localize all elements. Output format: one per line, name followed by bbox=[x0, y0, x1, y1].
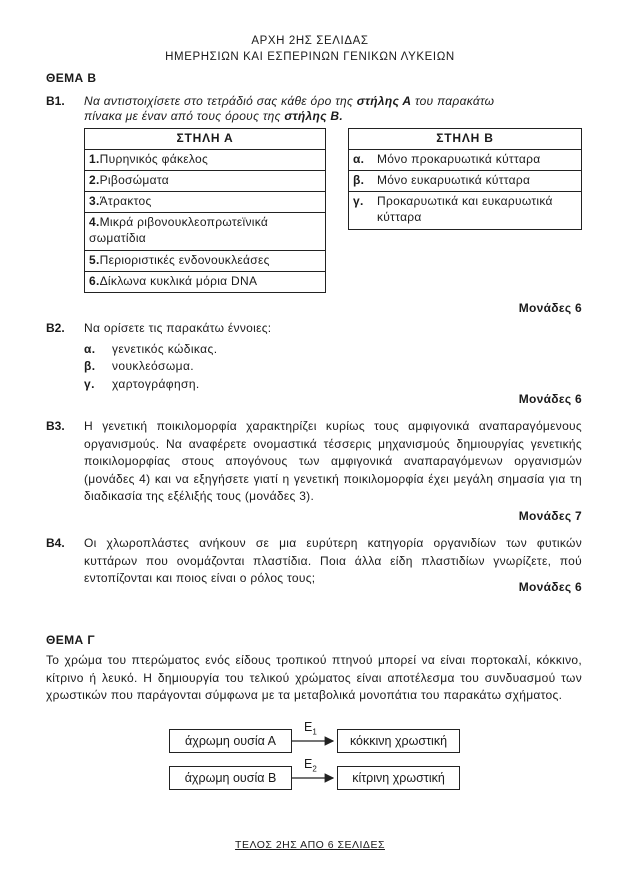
question-text-b3: Η γενετική ποικιλομορφία χαρακτηρίζει κυρίως τους αμφιγονικά αναπαραγόμενους οργανισμούς. Να αναφέρετε ονομαστικά τέσσερις μηχανισμούς δημιουργίας γενετικής ποικιλομορφίας στους απογόνους των αμφιγονικά αναπαραγόμενων οργανισμών (μονάδες 4) και να εξηγήσετε γιατί η γενετική ποικιλομορφία έχει μεγάλη σημασία για τη διαδικασία της εξέλιξής τους (μονάδες 3). bbox=[84, 419, 582, 503]
column-b-item: Μόνο προκαρυωτικά κύτταρα bbox=[373, 150, 582, 171]
column-a-item: 3.Άτρακτος bbox=[85, 192, 326, 213]
column-b-item: Προκαρυωτικά και ευκαρυωτικά κύτταρα bbox=[373, 192, 582, 230]
column-b-header: ΣΤΗΛΗ Β bbox=[349, 129, 582, 150]
question-text-b1-line1: Να αντιστοιχίσετε στο τετράδιό σας κάθε όρο της στήλης Α του παρακάτω bbox=[84, 94, 495, 108]
column-a-item: 1.Πυρηνικός φάκελος bbox=[85, 150, 326, 171]
column-a-item: 2.Ριβοσώματα bbox=[85, 171, 326, 192]
units-b3: Μονάδες 7 bbox=[518, 509, 582, 523]
pathway-2-enzyme: $E_2$ bbox=[304, 757, 317, 774]
pathway-1-product: κόκκινη χρωστική bbox=[337, 729, 460, 753]
question-text-b2: Να ορίσετε τις παρακάτω έννοιες: bbox=[84, 321, 272, 335]
page-header-line2: ΗΜΕΡΗΣΙΩΝ ΚΑΙ ΕΣΠΕΡΙΝΩΝ ΓΕΝΙΚΩΝ ΛΥΚΕΙΩΝ bbox=[165, 51, 455, 63]
section-title-c: ΘΕΜΑ Γ bbox=[46, 633, 95, 647]
units-b4: Μονάδες 6 bbox=[518, 580, 582, 594]
pathway-1-enzyme: $E_1$ bbox=[304, 720, 317, 737]
column-a-item: 6.Δίκλωνα κυκλικά μόρια DNA bbox=[85, 272, 326, 293]
question-number-b1: Β1. bbox=[46, 94, 65, 108]
column-a-item: 5.Περιοριστικές ενδονουκλεάσες bbox=[85, 251, 326, 272]
column-b-letter: γ. bbox=[349, 192, 374, 230]
column-a-item: 4.Μικρά ριβονουκλεοπρωτεϊνικά σωματίδια bbox=[85, 213, 326, 251]
question-number-b3: Β3. bbox=[46, 419, 65, 433]
section-title-b: ΘΕΜΑ Β bbox=[46, 71, 97, 85]
page-header-line1: ΑΡΧΗ 2ΗΣ ΣΕΛΙΔΑΣ bbox=[251, 35, 369, 47]
question-number-b2: Β2. bbox=[46, 321, 65, 335]
column-b-letter: α. bbox=[349, 150, 374, 171]
definition-item: γ. χαρτογράφηση. bbox=[84, 377, 200, 391]
question-text-b4: Οι χλωροπλάστες ανήκουν σε μια ευρύτερη κατηγορία οργανιδίων των φυτικών κυττάρων που ονομάζονται πλαστίδια. Ποια άλλα είδη πλαστιδίων γνωρίζετε, πού εντοπίζονται και ποιος είναι ο ρόλος τους; bbox=[84, 536, 582, 585]
definition-item: α. γενετικός κώδικας. bbox=[84, 342, 218, 356]
pathway-2-product: κίτρινη χρωστική bbox=[337, 766, 460, 790]
question-text-b1-line2: πίνακα με έναν από τους όρους της στήλης Β. bbox=[84, 109, 343, 123]
column-b-item: Μόνο ευκαρυωτικά κύτταρα bbox=[373, 171, 582, 192]
pathway-2-substrate: άχρωμη ουσία Β bbox=[169, 766, 292, 790]
definition-item: β. νουκλεόσωμα. bbox=[84, 359, 195, 373]
units-b1: Μονάδες 6 bbox=[518, 301, 582, 315]
column-a-header: ΣΤΗΛΗ Α bbox=[85, 129, 326, 150]
page-footer: ΤΕΛΟΣ 2ΗΣ ΑΠΟ 6 ΣΕΛΙΔΕΣ bbox=[235, 839, 385, 851]
pathway-1-substrate: άχρωμη ουσία Α bbox=[169, 729, 292, 753]
question-number-b4: Β4. bbox=[46, 536, 65, 550]
column-b-letter: β. bbox=[349, 171, 374, 192]
units-b2: Μονάδες 6 bbox=[518, 392, 582, 406]
section-c-intro: Το χρώμα του πτερώματος ενός είδους τροπικού πτηνού μπορεί να είναι πορτοκαλί, κόκκινο, κίτρινο ή λευκό. Η δημιουργία του τελικού χρώματος είναι αποτέλεσμα του συνδυασμού των χρωστικών που παράγονται σύμφωνα με τα μεταβολικά μονοπάτια του παρακάτω σχήματος. bbox=[46, 653, 582, 702]
